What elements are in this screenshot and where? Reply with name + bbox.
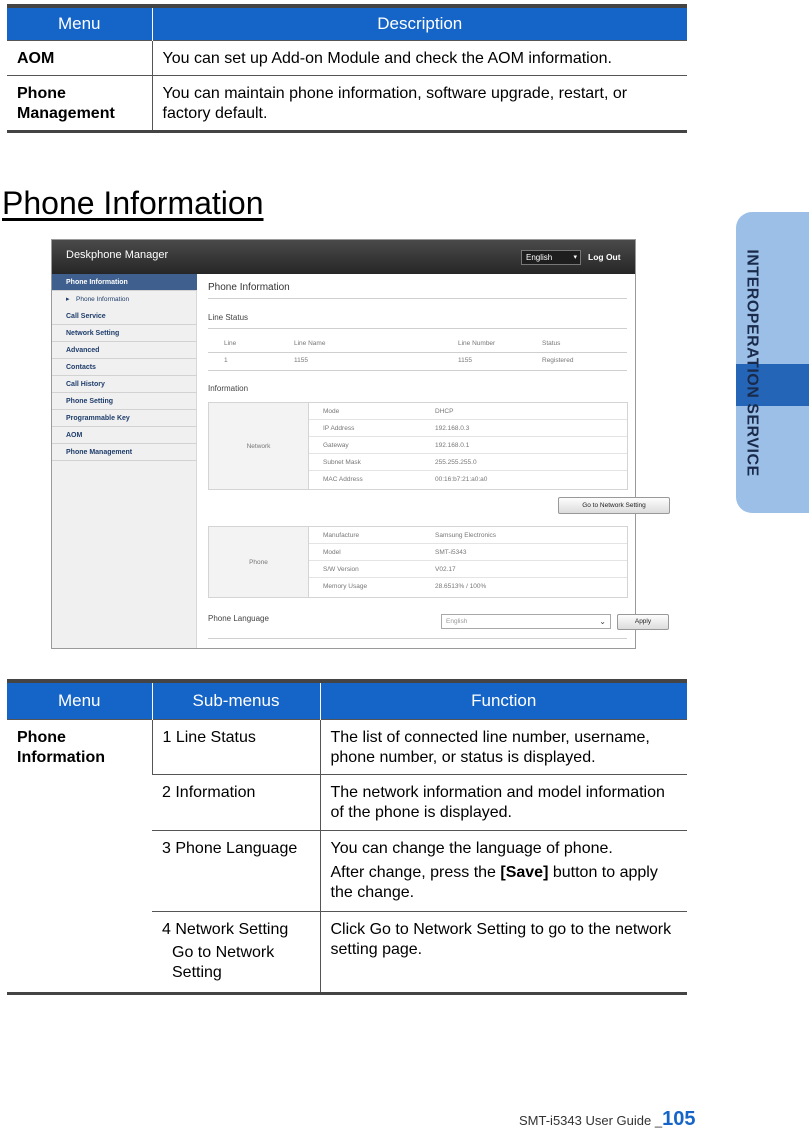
- info-row: [309, 561, 627, 578]
- phone-language-select[interactable]: [441, 614, 611, 629]
- info-key: Manufacture: [323, 532, 360, 539]
- bullet-icon: ▸: [66, 296, 70, 303]
- info-row: [309, 527, 627, 544]
- go-to-network-setting-button[interactable]: Go to Network Setting: [558, 497, 670, 514]
- menu-cell: Phone Management: [7, 75, 152, 131]
- info-row: [309, 578, 627, 595]
- menu-cell: AOM: [7, 40, 152, 75]
- chapter-tab-text: INTEROPERATION SERVICE: [744, 248, 762, 477]
- line-status-cell: 1155: [458, 357, 472, 364]
- info-value: 00:16:b7:21:a0:a0: [435, 476, 488, 483]
- info-value: 255.255.255.0: [435, 459, 477, 466]
- sidebar-item-call-service[interactable]: Call Service: [52, 308, 197, 325]
- submenu-text: Go to Network Setting: [172, 943, 275, 981]
- page-footer: [519, 1108, 695, 1131]
- menu-cell: Phone Information: [7, 719, 152, 993]
- table-row: [7, 719, 687, 774]
- table-header-sub-menus: Sub-menus: [152, 681, 320, 719]
- info-key: S/W Version: [323, 566, 359, 573]
- network-info-box: [208, 402, 628, 490]
- info-value: Samsung Electronics: [435, 532, 497, 539]
- submenu-cell: 3 Phone Language: [152, 830, 320, 911]
- page-number: 105: [662, 1108, 696, 1130]
- line-status-header: Line: [224, 340, 237, 347]
- menu-function-table: [7, 679, 687, 995]
- info-key: Mode: [323, 408, 340, 415]
- info-row: [309, 454, 627, 471]
- function-text-part: After change, press the: [330, 863, 501, 881]
- divider: [208, 328, 627, 329]
- main-panel: [198, 274, 652, 648]
- info-value: SMT-i5343: [435, 549, 467, 556]
- table-row: [7, 75, 687, 131]
- logout-button[interactable]: Log Out: [588, 252, 621, 262]
- sidebar-item-phone-information[interactable]: Phone Information: [52, 274, 197, 291]
- sidebar-item-advanced[interactable]: Advanced: [52, 342, 197, 359]
- submenu-cell: 2 Information: [152, 774, 320, 830]
- divider: [208, 638, 627, 639]
- function-cell: The network information and model information of the phone is displayed.: [320, 774, 687, 830]
- function-text: You can change the language of phone.: [330, 839, 613, 857]
- table-header-menu: Menu: [7, 6, 152, 40]
- sidebar-subitem-label: Phone Information: [76, 296, 130, 303]
- info-row: [309, 471, 627, 488]
- phone-language-title: Phone Language: [208, 614, 269, 623]
- info-key: Model: [323, 549, 341, 556]
- line-status-cell: 1: [224, 357, 228, 364]
- line-status-cell: Registered: [542, 357, 574, 364]
- submenu-cell: 1 Line Status: [152, 719, 320, 774]
- sidebar-item-call-history[interactable]: Call History: [52, 376, 197, 393]
- apply-button[interactable]: Apply: [617, 614, 669, 630]
- save-label: [Save]: [500, 863, 549, 881]
- line-status-header: Line Name: [294, 340, 326, 347]
- line-status-header: Status: [542, 340, 561, 347]
- table-row: [7, 40, 687, 75]
- app-header-bar: [52, 240, 635, 274]
- submenu-cell: [152, 911, 320, 993]
- chevron-down-icon: ▾: [573, 254, 577, 261]
- sidebar-item-contacts[interactable]: Contacts: [52, 359, 197, 376]
- info-key: Gateway: [323, 442, 349, 449]
- divider: [208, 298, 627, 299]
- description-cell: You can set up Add-on Module and check the AOM information.: [152, 40, 687, 75]
- app-title: Deskphone Manager: [66, 249, 169, 261]
- function-cell: [320, 911, 687, 993]
- description-cell: You can maintain phone information, software upgrade, restart, or factory default.: [152, 75, 687, 131]
- info-key: Subnet Mask: [323, 459, 361, 466]
- chevron-down-icon: ⌄: [599, 617, 606, 626]
- language-select[interactable]: [521, 250, 581, 265]
- divider: [208, 370, 627, 371]
- table-header-function: Function: [320, 681, 687, 719]
- language-value: English: [526, 253, 553, 262]
- network-label: Network: [209, 403, 309, 489]
- table-header-menu: Menu: [7, 681, 152, 719]
- info-value: 28.6513% / 100%: [435, 583, 487, 590]
- info-row: [309, 437, 627, 454]
- info-value: 192.168.0.3: [435, 425, 470, 432]
- deskphone-manager-screenshot: [51, 239, 652, 649]
- information-title: Information: [208, 384, 249, 393]
- sidebar-item-programmable-key[interactable]: Programmable Key: [52, 410, 197, 427]
- function-text: [331, 863, 680, 903]
- info-value: V02.17: [435, 566, 456, 573]
- submenu-text: 4 Network Setting: [162, 920, 289, 938]
- line-status-header: Line Number: [458, 340, 496, 347]
- line-status-cell: 1155: [294, 357, 308, 364]
- phone-label: Phone: [209, 527, 309, 597]
- function-cell: The list of connected line number, username, phone number, or status is displayed.: [320, 719, 687, 774]
- sidebar: [52, 274, 197, 648]
- sidebar-subitem-phone-information[interactable]: [52, 291, 197, 308]
- info-value: 192.168.0.1: [435, 442, 470, 449]
- info-row: [309, 544, 627, 561]
- info-value: DHCP: [435, 408, 454, 415]
- page-title: Phone Information: [208, 282, 290, 293]
- menu-description-table: [7, 4, 687, 133]
- phone-language-value: English: [446, 618, 468, 625]
- function-text: setting page.: [330, 940, 423, 958]
- function-text-part: button to apply the change.: [330, 863, 658, 901]
- line-status-title: Line Status: [208, 313, 249, 322]
- section-title: Phone Information: [2, 185, 264, 221]
- sidebar-item-aom[interactable]: AOM: [52, 427, 197, 444]
- sidebar-item-network-setting[interactable]: Network Setting: [52, 325, 197, 342]
- info-row: [309, 420, 627, 437]
- footer-text: SMT-i5343 User Guide _: [519, 1113, 663, 1128]
- info-key: Memory Usage: [323, 583, 368, 590]
- function-cell: [320, 830, 687, 911]
- function-text: Click Go to Network Setting to go to the network: [330, 920, 672, 938]
- table-header-description: Description: [152, 6, 687, 40]
- chapter-tab-label: [736, 212, 768, 513]
- sidebar-item-phone-setting[interactable]: Phone Setting: [52, 393, 197, 410]
- info-key: IP Address: [323, 425, 355, 432]
- info-key: MAC Address: [323, 476, 363, 483]
- sidebar-item-phone-management[interactable]: Phone Management: [52, 444, 197, 461]
- info-row: [309, 403, 627, 420]
- divider: [208, 352, 627, 353]
- phone-info-box: [208, 526, 628, 598]
